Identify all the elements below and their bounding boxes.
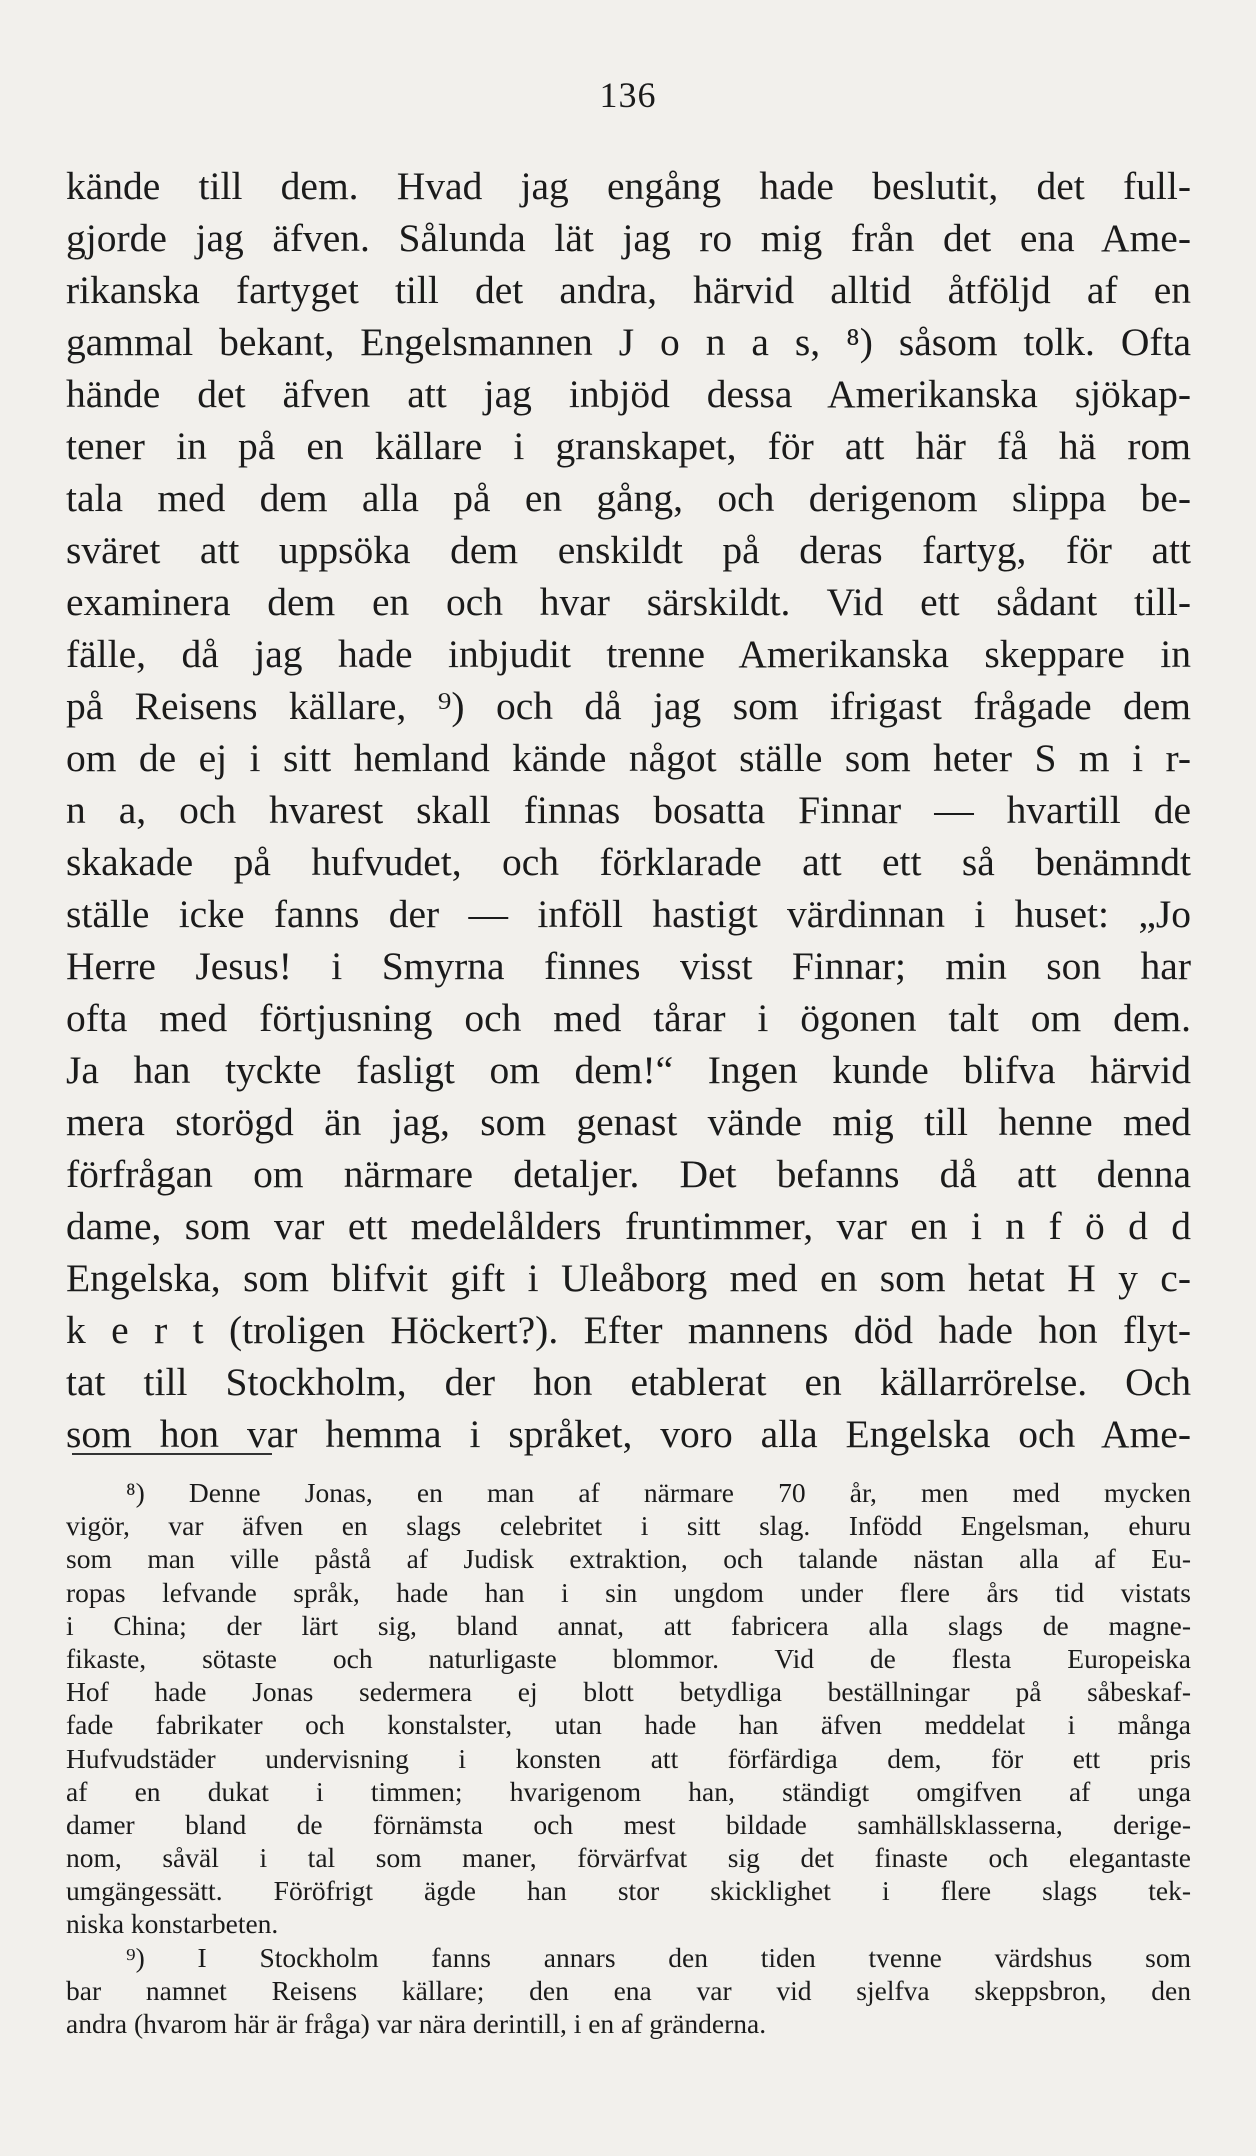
text-line: ställe icke fanns der — inföll hastigt värdinnan i huset: „Jo	[66, 892, 1191, 936]
text-line: Herre Jesus! i Smyrna finnes visst Finnar; min son har	[66, 944, 1191, 988]
footnote-line: vigör, var äfven en slags celebritet i sitt slag. Infödd Engelsman, ehuru	[66, 1510, 1191, 1542]
footnote-line: i China; der lärt sig, bland annat, att fabricera alla slags de magne-	[66, 1609, 1191, 1641]
footnote-line: ⁹) I Stockholm fanns annars den tiden tvenne värdshus som	[126, 1941, 1191, 1973]
text-line: rikanska fartyget till det andra, härvid alltid åtföljd af en	[66, 268, 1191, 312]
text-line: Ja han tyckte fasligt om dem!“ Ingen kunde blifva härvid	[66, 1048, 1191, 1092]
text-line: tala med dem alla på en gång, och derigenom slippa be-	[66, 476, 1191, 520]
main-text	[66, 160, 1191, 1460]
text-line: k e r t (troligen Höckert?). Efter mannens död hade hon flyt-	[66, 1308, 1191, 1352]
text-line: ofta med förtjusning och med tårar i ögonen talt om dem.	[66, 996, 1191, 1040]
text-line: Engelska, som blifvit gift i Uleåborg med en som hetat H y c-	[66, 1256, 1191, 1300]
text-line: skakade på hufvudet, och förklarade att ett så benämndt	[66, 840, 1191, 884]
text-line: om de ej i sitt hemland kände något ställe som heter S m i r-	[66, 736, 1191, 780]
footnote-line: som man ville påstå af Judisk extraktion, och talande nästan alla af Eu-	[66, 1543, 1191, 1575]
footnote-line: fade fabrikater och konstalster, utan hade han äfven meddelat i många	[66, 1709, 1191, 1741]
footnote-line: bar namnet Reisens källare; den ena var vid sjelfva skeppsbron, den	[66, 1974, 1191, 2006]
footnote-line: andra (hvarom här är fråga) var nära derintill, i en af gränderna.	[66, 2008, 767, 2039]
text-line: förfrågan om närmare detaljer. Det befanns då att denna	[66, 1152, 1191, 1196]
footnote-line: fikaste, sötaste och naturligaste blommor. Vid de flesta Europeiska	[66, 1642, 1191, 1674]
text-line: fälle, då jag hade inbjudit trenne Amerikanska skeppare in	[66, 632, 1191, 676]
text-line: kände till dem. Hvad jag engång hade beslutit, det full-	[66, 164, 1191, 208]
text-line: sväret att uppsöka dem enskildt på deras fartyg, för att	[66, 528, 1191, 572]
text-line: på Reisens källare, ⁹) och då jag som ifrigast frågade dem	[66, 684, 1191, 728]
text-line: mera storögd än jag, som genast vände mig till henne med	[66, 1100, 1191, 1144]
text-line: dame, som var ett medelålders fruntimmer, var en i n f ö d d	[66, 1204, 1191, 1248]
footnote-divider	[72, 1453, 272, 1455]
footnote-line: af en dukat i timmen; hvarigenom han, ständigt omgifven af unga	[66, 1775, 1191, 1807]
footnote-line: damer bland de förnämsta och mest bildade samhällsklasserna, derige-	[66, 1808, 1191, 1840]
page-number: 136	[599, 75, 657, 115]
footnote-line: Hof hade Jonas sedermera ej blott betydliga beställningar på såbeskaf-	[66, 1676, 1191, 1708]
text-line: hände det äfven att jag inbjöd dessa Amerikanska sjökap-	[66, 372, 1191, 416]
text-line: gjorde jag äfven. Sålunda lät jag ro mig från det ena Ame-	[66, 216, 1191, 260]
text-line: tat till Stockholm, der hon etablerat en källarrörelse. Och	[66, 1360, 1191, 1404]
text-line: examinera dem en och hvar särskildt. Vid ett sådant till-	[66, 580, 1191, 624]
footnotes	[66, 1476, 1191, 2040]
footnote-line: niska konstarbeten.	[66, 1908, 279, 1940]
footnote-line: nom, såväl i tal som maner, förvärfvat sig det finaste och elegantaste	[66, 1842, 1191, 1874]
footnote-line: umgängessätt. Föröfrigt ägde han stor skicklighet i flere slags tek-	[66, 1875, 1191, 1907]
footnote-line: Hufvudstäder undervisning i konsten att förfärdiga dem, för ett pris	[66, 1742, 1191, 1774]
text-line: som hon var hemma i språket, voro alla Engelska och Ame-	[66, 1412, 1191, 1456]
footnote-line: ropas lefvande språk, hade han i sin ungdom under flere års tid vistats	[66, 1576, 1191, 1608]
text-line: n a, och hvarest skall finnas bosatta Finnar — hvartill de	[66, 788, 1191, 832]
text-line: gammal bekant, Engelsmannen J o n a s, ⁸) såsom tolk. Ofta	[66, 320, 1191, 364]
footnote-line: ⁸) Denne Jonas, en man af närmare 70 år, men med mycken	[126, 1477, 1191, 1508]
text-line: tener in på en källare i granskapet, för att här få hä rom	[66, 424, 1191, 468]
